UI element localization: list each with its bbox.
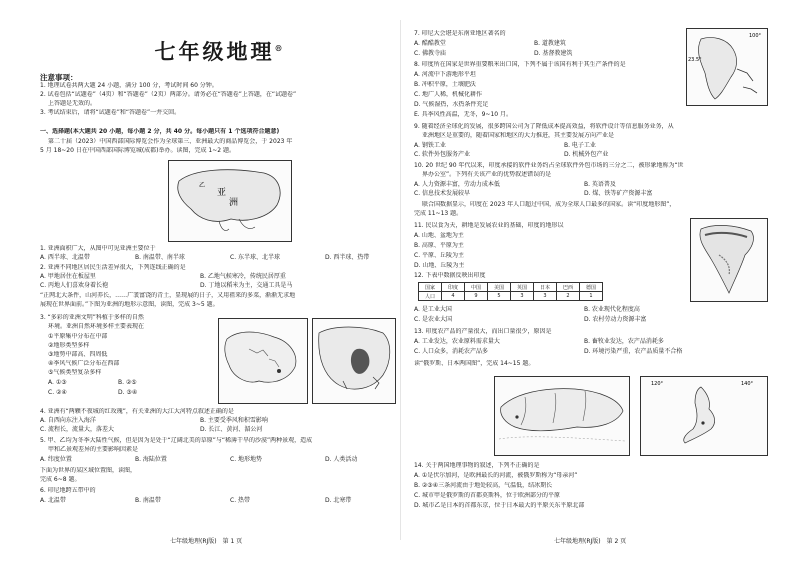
notes-heading: 注意事项：	[40, 73, 78, 82]
q10-options-row2	[414, 190, 774, 198]
q13-option-a[interactable]: A. 工业发达，农业原料需求量大	[414, 338, 500, 345]
japan-lon-120: 120°	[651, 381, 664, 387]
q5-option-d[interactable]: D. 人类活动	[325, 456, 358, 463]
world-map-small-svg	[219, 319, 307, 403]
q6-option-a[interactable]: A. 北温带	[40, 497, 66, 504]
footer-right: 七年级地理(RJ版) 第 2 页	[554, 538, 627, 545]
q7-option-a[interactable]: A. 酷酷教堂	[414, 40, 446, 47]
japan-landmass	[684, 387, 715, 443]
q2-options-row1	[40, 273, 420, 281]
note-3: 3. 考试结束后，请将“试题卷”和“答题卷”一并交回。	[40, 109, 181, 116]
asia-climate-map-svg	[313, 319, 395, 403]
table-cell: 中国	[465, 283, 488, 292]
sea-lat-label: 23.5°	[688, 57, 702, 63]
q14-option-a[interactable]: A. ①是伏尔加河，是欧洲最长的河流，被俄罗斯称为“母亲河”	[414, 472, 578, 479]
q12-option-d[interactable]: D. 农村劳动力资源丰富	[584, 316, 647, 323]
russia-map-svg	[495, 377, 629, 455]
intro-2a: “正网北大条件，山河养长，……广袤富饶的青土，显现展的日子，又用祖来的多菜，渐渐无求地	[40, 292, 296, 299]
q9-option-b[interactable]: B. 电子工业	[564, 142, 596, 149]
q1-option-c[interactable]: C. 东半球、北半球	[230, 254, 281, 261]
q10-stem: 10. 20 世纪 90 年代以来，印度承接的软件业务约占全球软件外包市场的三分之二，被形象地称为“世	[414, 162, 684, 169]
table-cell: 3	[534, 292, 557, 301]
q14-option-c[interactable]: C. 城市甲是俄罗斯的首都莫斯科，位于欧洲部分的平原	[414, 492, 561, 499]
moscow-dot	[515, 415, 518, 418]
q2-option-c[interactable]: C. 丙地人们喜欢身着长袍	[40, 282, 109, 289]
q12-options-row1	[414, 306, 774, 314]
q1-option-b[interactable]: B. 南温带、南半球	[135, 254, 185, 261]
note-2: 2. 试卷包括“试题卷”（4页）和“答题卷”（2页）两部分。请务必在“答题卷”上答题，在“试题卷”	[40, 91, 297, 98]
q4-option-b[interactable]: B. 主要受季风和积雪影响	[200, 417, 268, 424]
intro-1b: 5 月 18~20 日在中国西部国际博览城(成都)举办。读图，完成 1~2 题。	[40, 147, 235, 154]
table-cell: 巴西	[557, 283, 580, 292]
q2-option-a[interactable]: A. 甲地居住在板屋里	[40, 273, 96, 280]
sea-lon-label: 100°	[749, 33, 762, 39]
footer-left: 七年级地理(RJ版) 第 1 页	[170, 538, 243, 545]
q4-option-a[interactable]: A. 自西向东注入海洋	[40, 417, 96, 424]
q2-stem: 2. 亚洲不同地区居民生活差异很大，下列连线正确的是	[40, 264, 186, 271]
q12-option-b[interactable]: B. 农业现代化程度高	[584, 306, 640, 313]
table-cell: 5	[488, 292, 511, 301]
note-2b: 上答题是无效的。	[48, 100, 97, 107]
q3-option-b[interactable]: B. ②⑤	[118, 379, 137, 386]
q12-options-row2	[414, 316, 774, 324]
q3-options-row2	[48, 389, 218, 397]
left-column	[40, 0, 420, 561]
q3-item-5: ⑤气候类型复杂多样	[48, 369, 102, 376]
intro-1a: 第二十届（2023）中国西部国际博览会作为全球第三、亚洲最大的商品博览会，于 2023 年	[48, 138, 293, 145]
world-landmass	[225, 332, 296, 382]
table-cell: 人口	[419, 292, 442, 301]
q8-option-b[interactable]: B. 冲积平原，土壤肥沃	[414, 81, 476, 88]
title-text: 七年级地理	[154, 39, 275, 64]
q10-stem2: 界办公室”。下列有关该产业的优势叙述错误的是	[422, 171, 552, 178]
q10-option-d[interactable]: D. 煤、铁等矿产资源丰富	[584, 190, 653, 197]
q12-option-a[interactable]: A. 是工业大国	[414, 306, 452, 313]
japan-map-svg	[641, 377, 767, 455]
q4-option-d[interactable]: D. 长江、黄河、湄公河	[200, 426, 263, 433]
q13-option-d[interactable]: D. 环境污染严重，农产品质量不合格	[584, 348, 683, 355]
table-cell: 3	[511, 292, 534, 301]
asia-map-svg	[169, 161, 291, 241]
q5-option-a[interactable]: A. 纬度位置	[40, 456, 72, 463]
q8-option-d[interactable]: D. 气候湿热，水热条件充足	[414, 101, 489, 108]
q3-stem2: 环境。亚洲自然环境多样主要表现在	[48, 323, 145, 330]
q9-option-c[interactable]: C. 软件外包服务产业	[414, 151, 471, 158]
q14-stem: 14. 关于两国地理事物的叙述，下列不正确的是	[414, 462, 540, 469]
q7-option-c[interactable]: C. 佛教寺庙	[414, 50, 447, 57]
q7-option-b[interactable]: B. 道教建筑	[534, 40, 566, 47]
right-column	[414, 0, 774, 561]
section-1-heading: 一、选择题(本大题共 20 小题，每小题 2 分，共 40 分。每小题只有 1 个选项符合题意)	[40, 128, 280, 135]
tokyo-dot	[701, 421, 704, 424]
russia-latitude-line	[499, 437, 625, 441]
q3-item-1: ①平原集中分布在中部	[48, 333, 108, 340]
intro-3a: 下面为世界的某区域位置图，读图，	[40, 467, 137, 474]
world-map-small	[218, 318, 308, 404]
q6-options	[40, 497, 420, 505]
q3-option-a[interactable]: A. ①③	[48, 379, 67, 386]
q8-option-a[interactable]: A. 河流中下游地形平坦	[414, 71, 476, 78]
world-city-dot	[277, 369, 281, 373]
asia-landmass	[178, 170, 280, 222]
q14-option-d[interactable]: D. 城市乙是日本的首都东京，位于日本最大的平原关东平原北部	[414, 502, 585, 509]
q11-option-a[interactable]: A. 山地、盆地为主	[414, 232, 464, 239]
q5-options	[40, 456, 420, 464]
table-cell: 4	[442, 292, 465, 301]
q5-option-c[interactable]: C. 地形地势	[230, 456, 263, 463]
table-cell: 英国	[511, 283, 534, 292]
q11-option-b[interactable]: B. 高原、平原为主	[414, 242, 464, 249]
q12-stem: 12. 下表中数据反映出印度	[414, 272, 486, 279]
q5-stem2: 甲和乙景观差异的主要影响因素是	[48, 446, 139, 453]
map1-label-zhou: 洲	[229, 198, 239, 208]
intro-4a: 联合国数据显示，印度在 2023 年人口超过中国，成为全球人口最多的国家。读“印度地形图”，	[422, 201, 676, 208]
table-cell: 9	[465, 292, 488, 301]
table-cell: 印度	[442, 283, 465, 292]
q1-option-a[interactable]: A. 西半球、北温带	[40, 254, 90, 261]
q4-option-c[interactable]: C. 流程长，流量大，落差大	[40, 426, 115, 433]
table-cell: 1	[580, 292, 603, 301]
q13-option-c[interactable]: C. 人口众多，消耗农产品多	[414, 348, 489, 355]
q7-stem: 7. 印尼大会堪是东南亚地区著名的	[414, 30, 506, 37]
q8-option-e[interactable]: E. 具季风性高温，无冬，9~10 月。	[414, 111, 512, 118]
table-cell: 2	[557, 292, 580, 301]
q9-options-row2	[414, 151, 774, 159]
q11-stem: 11. 民以食为天，耕地是发展农业的基础，印度的地形以	[414, 222, 564, 229]
q5-option-b[interactable]: B. 海陆位置	[135, 456, 167, 463]
table-cell: 美国	[488, 283, 511, 292]
exam-title	[40, 36, 400, 66]
india-terrain-map	[690, 218, 768, 302]
q3-option-c[interactable]: C. ②④	[48, 389, 67, 396]
intro-5: 读“俄罗斯、日本两国图”，完成 14~15 题。	[414, 360, 535, 367]
q9-option-a[interactable]: A. 钢铁工业	[414, 142, 446, 149]
q2-option-b[interactable]: B. 乙地气候寒冷，传统民居厚重	[200, 273, 286, 280]
q9-stem: 9. 随着经济全球化的发展，很多跨国公司为了降低成本提高效益，将软件设计等信息服务业务，从	[414, 123, 674, 130]
russia-landmass	[501, 389, 623, 431]
russia-map	[494, 376, 630, 456]
q7-options-row2	[414, 50, 674, 58]
q9-stem2: 亚洲地区是重要的，随着国家和地区的大力推进，其主要发展方向产业是	[422, 132, 615, 139]
q13-option-b[interactable]: B. 畜牧业发达，农产品消耗多	[584, 338, 664, 345]
q13-stem: 13. 印度农产品的产量很大，而出口量很少，原因是	[414, 328, 552, 335]
q4-options-row2	[40, 426, 420, 434]
q6-stem: 6. 印尼地跨五带中的	[40, 487, 96, 494]
q1-option-d[interactable]: D. 西半球、热带	[325, 254, 370, 261]
table-cell: 德国	[580, 283, 603, 292]
intro-4b: 完成 11~13 题。	[414, 210, 463, 217]
title-mark: ®	[274, 43, 286, 53]
q5-stem: 5. 甲、乙均为冬季大陆性气候，但是因为是处于“辽阔北美的草原”与“稀薄干旱的沙漠”两种景观，造成	[40, 437, 313, 444]
q4-options-row1	[40, 417, 420, 425]
table-cell: 国家	[419, 283, 442, 292]
q12-table	[418, 282, 603, 301]
asia-map	[168, 160, 292, 242]
asia-climate-map	[312, 318, 396, 404]
q3-item-2: ②地形类型多样	[48, 342, 90, 349]
q3-item-4: ④季风气候广泛分布在西部	[48, 360, 120, 367]
q8-option-c[interactable]: C. 地广人稀，机械化耕作	[414, 91, 483, 98]
table-row	[419, 292, 603, 301]
q6-option-c[interactable]: C. 热带	[230, 497, 251, 504]
q1-stem: 1. 亚洲面积广大，从图中可见亚洲主要位于	[40, 245, 156, 252]
q6-option-d[interactable]: D. 北寒带	[325, 497, 352, 504]
q3-stem: 3. “多彩的亚洲文明”科植于多样的自然	[40, 314, 144, 321]
q13-options-row1	[414, 338, 774, 346]
q2-options-row2	[40, 282, 420, 290]
q6-option-b[interactable]: B. 南温带	[135, 497, 161, 504]
q9-options-row1	[414, 142, 774, 150]
table-cell: 日本	[534, 283, 557, 292]
q14-option-b[interactable]: B. ②③④三条河流由于地处较高，气温低，结冰期长	[414, 482, 553, 489]
table-row	[419, 283, 603, 292]
q11-option-c[interactable]: C. 平原、丘陵为主	[414, 252, 465, 259]
sea-islands	[737, 69, 757, 93]
q3-option-d[interactable]: D. ③④	[118, 389, 138, 396]
q10-option-b[interactable]: B. 英语普及	[584, 181, 616, 188]
intro-2b: 展现在世界面前。”下图为亚洲的地形示意图，读图，完成 3~5 题。	[40, 301, 219, 308]
q13-options-row2	[414, 348, 774, 356]
q3-options-row1	[48, 379, 218, 387]
note-1: 1. 地理试卷共两大题 24 小题，满分 100 分，考试时间 60 分钟。	[40, 82, 218, 89]
q11-option-d[interactable]: D. 山地、丘陵为主	[414, 262, 465, 269]
map1-label-yi: 乙	[199, 182, 206, 189]
japan-lon-140: 140°	[741, 381, 754, 387]
q4-stem: 4. 亚洲有“两颗不夜城的红玫瑰”，有关亚洲的大江大河特点叙述正确的是	[40, 408, 234, 415]
q8-stem: 8. 印度所在国家是世界重要粮米出口国，下列不属于该国有利于其生产条件的是	[414, 61, 626, 68]
japan-map	[640, 376, 768, 456]
q10-option-c[interactable]: C. 信息技术发展较早	[414, 190, 471, 197]
q9-option-d[interactable]: D. 机械外包产业	[564, 151, 609, 158]
q10-options-row1	[414, 181, 774, 189]
q3-item-3: ③地势中部高、四周低	[48, 351, 108, 358]
intro-3b: 完成 6~8 题。	[40, 476, 81, 483]
q1-options	[40, 254, 420, 262]
india-terrain-map-svg	[691, 219, 767, 301]
q12-option-c[interactable]: C. 是农业大国	[414, 316, 453, 323]
q7-options-row1	[414, 40, 674, 48]
q7-option-d[interactable]: D. 基督教建筑	[534, 50, 573, 57]
q2-option-d[interactable]: D. 丁地以稻米为主，交通工具是马	[200, 282, 293, 289]
map1-label-ya: 亚	[217, 188, 227, 198]
q10-option-a[interactable]: A. 人力资源丰富，劳动力成本低	[414, 181, 500, 188]
